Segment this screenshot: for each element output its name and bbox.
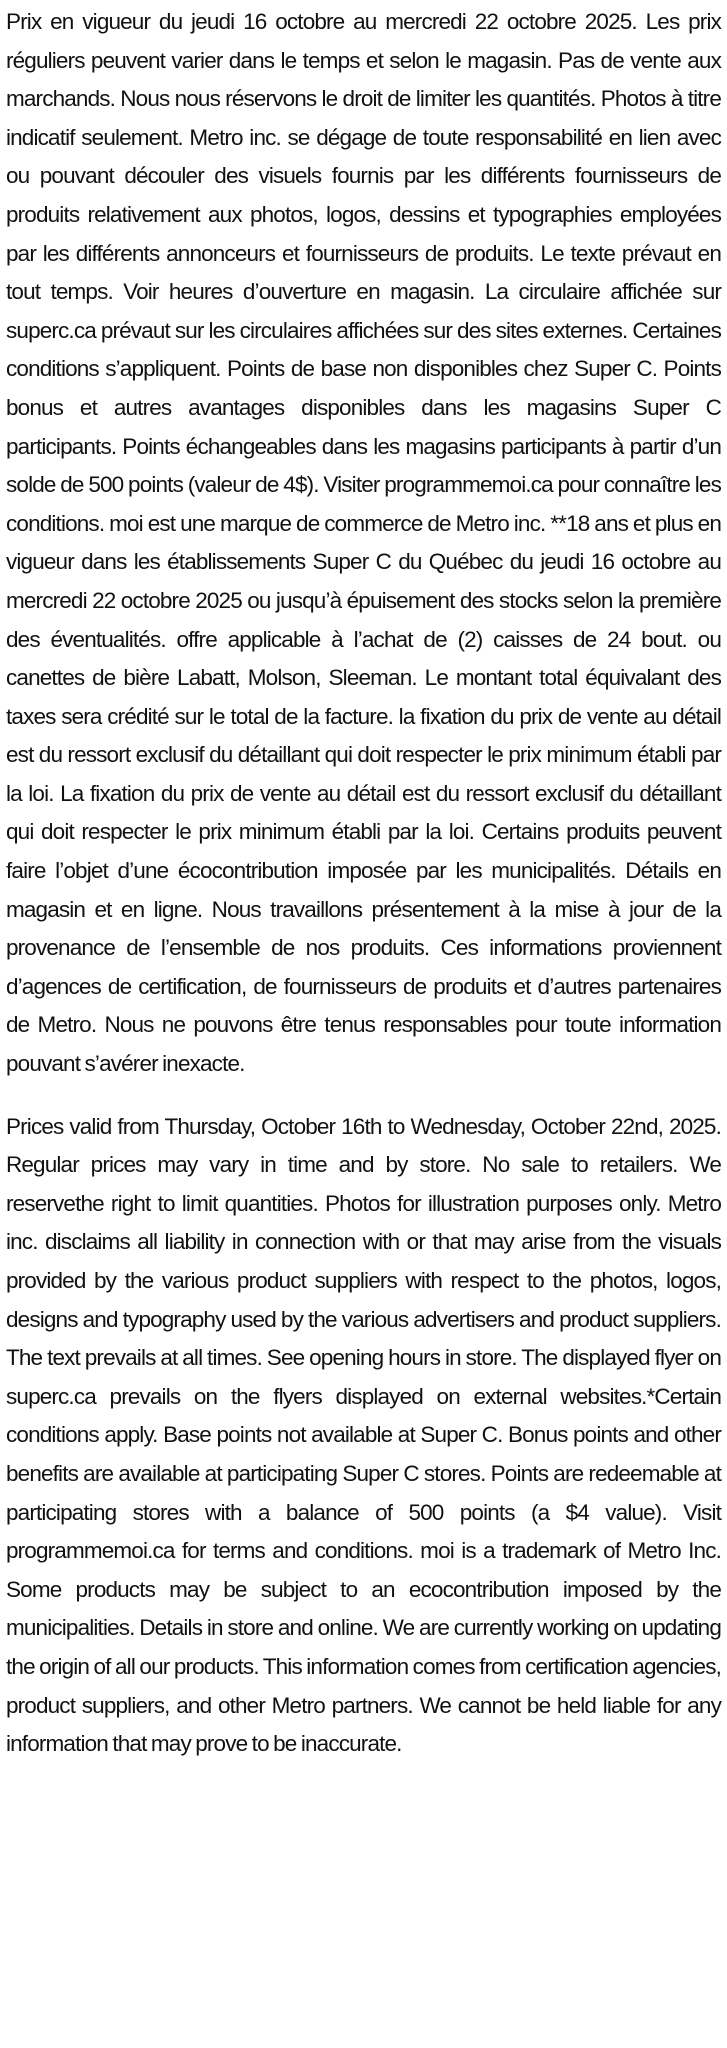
english-legal-paragraph: Prices valid from Thursday, October 16th to Wednesday, October 22nd, 2025. Regular prices may vary in time and by store. No sale to retailers. We reservethe right to limit quantities. Photos for illustration purposes only. Metro inc. disclaims all liability in connection with or that may arise from the visuals provided by the various product suppliers with respect to the photos, logos, designs and typography used by the various advertisers and product suppliers. The text prevails at all times. See opening hours in store. The displayed flyer on superc.ca prevails on the flyers displayed on external websites.*Certain conditions apply. Base points not available at Super C. Bonus points and other benefits are available at participating Super C stores. Points are redeemable at participating stores with a balance of 500 points (a $4 value). Visit programmemoi.ca for terms and conditions. moi is a trademark of Metro Inc. Some products may be subject to an ecocontribution imposed by the municipalities. Details in store and online. We are currently working on updating the origin of all our products. This information comes from certification agencies, product suppliers, and other Metro partners. We cannot be held liable for any information that may prove to be inaccurate. xyxy=(6,1113,721,1757)
french-legal-paragraph: Prix en vigueur du jeudi 16 octobre au mercredi 22 octobre 2025. Les prix réguliers peuvent varier dans le temps et selon le magasin. Pas de vente aux marchands. Nous nous réservons le droit de limiter les quantités. Photos à titre indicatif seulement. Metro inc. se dégage de toute responsabilité en lien avec ou pouvant découler des visuels fournis par les différents fournisseurs de produits relativement aux photos, logos, dessins et typographies employées par les différents annonceurs et fournisseurs de produits. Le texte prévaut en tout temps. Voir heures d’ouverture en magasin. La circulaire affichée sur superc.ca prévaut sur les circulaires affichées sur des sites externes. Certaines conditions s’appliquent. Points de base non disponibles chez Super C. Points bonus et autres avantages disponibles dans les magasins Super C participants. Points échangeables dans les magasins participants à partir d’un solde de 500 points (valeur de 4$). Visiter programmemoi.ca pour connaître les conditions. moi est une marque de commerce de Metro inc. **18 ans et plus en vigueur dans les établissements Super C du Québec du jeudi 16 octobre au mercredi 22 octobre 2025 ou jusqu’à épuisement des stocks selon la première des éventualités. offre applicable à l’achat de (2) caisses de 24 bout. ou canettes de bière Labatt, Molson, Sleeman. Le montant total équivalant des taxes sera crédité sur le total de la facture. la fixation du prix de vente au détail est du ressort exclusif du détaillant qui doit respecter le prix minimum établi par la loi. La fixation du prix de vente au détail est du ressort exclusif du détaillant qui doit respecter le prix minimum établi par la loi. Certains produits peuvent faire l’objet d’une écocontribution imposée par les municipalités. Détails en magasin et en ligne. Nous travaillons présentement à la mise à jour de la provenance de l’ensemble de nos produits. Ces informations proviennent d’agences de certification, de fournisseurs de produits et d’autres partenaires de Metro. Nous ne pouvons être tenus responsables pour toute information pouvant s’avérer inexacte. xyxy=(6,9,721,1077)
